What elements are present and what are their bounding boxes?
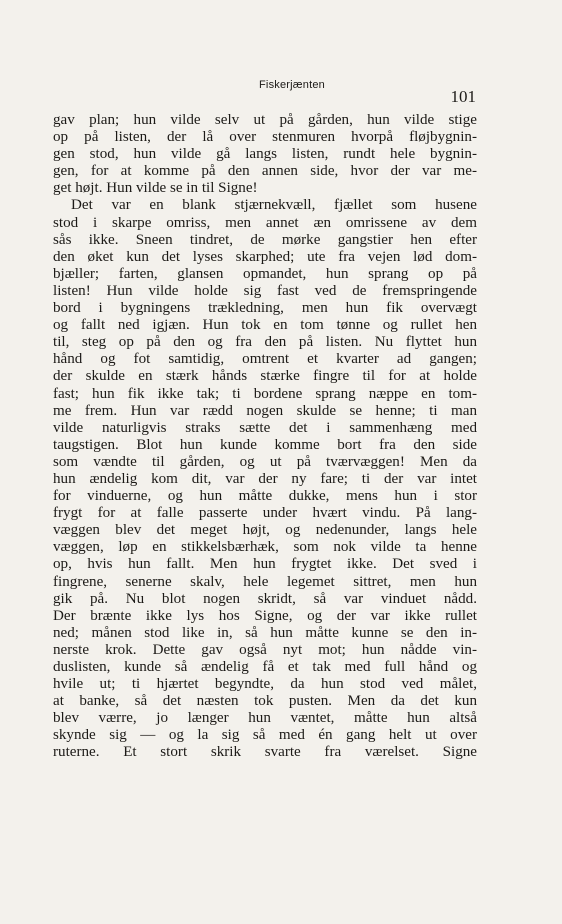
text-line: hånd og fot samtidig, omtrent et kvarter ad gangen;	[53, 351, 477, 368]
text-line: til, steg op på den og fra den på listen. Nu flyttet hun	[53, 334, 477, 351]
text-line: op, hvis hun fallt. Men hun frygtet ikke. Det sved i	[53, 556, 477, 573]
text-line: for vinduerne, og hun måtte dukke, mens hun i stor	[53, 488, 477, 505]
text-line: ruterne. Et stort skrik svarte fra værelset. Signe	[53, 744, 477, 761]
text-line: hvile ut; ti hjærtet begyndte, da hun stod ved målet,	[53, 676, 477, 693]
text-line: me frem. Hun var rædd nogen skulde se henne; ti man	[53, 402, 477, 419]
text-line: og fallt ned igjæn. Hun tok en tom tønne og rullet hen	[53, 317, 477, 334]
text-line: ned; månen stod like in, så hun måtte kunne se den in-	[53, 624, 477, 641]
text-line: hun ændelig kom dit, var der ny fare; ti der var intet	[53, 470, 477, 487]
text-line: gen, for at komme på den annen side, hvor der var me-	[53, 163, 477, 180]
text-line: get højt. Hun vilde se in til Signe!	[53, 180, 258, 197]
text-line: taugstigen. Blot hun kunde komme bort fra den side	[53, 436, 477, 453]
text-line: at banke, så det næsten tok pusten. Men da det kun	[53, 693, 477, 710]
text-line: som vændte til gården, og ut på tværvæggen! Men da	[53, 453, 477, 470]
text-line: sås ikke. Sneen tindret, de mørke gangstier hen efter	[53, 231, 477, 248]
text-line: væggen blev det meget højt, og nedenunder, langs hele	[53, 522, 477, 539]
page-number: 101	[450, 87, 476, 106]
running-title: Fiskerjænten	[259, 79, 325, 91]
text-line: den øket kun det lyses skarphed; ute fra vejen lød dom-	[53, 248, 477, 265]
text-line: der skulde en stærk hånds stærke fingre til for at holde	[53, 368, 477, 385]
text-line: gen stod, hun vilde gå langs listen, rundt hele bygnin-	[53, 146, 477, 163]
text-line: blev værre, jo længer hun væntet, måtte hun altså	[53, 710, 477, 727]
text-line: bjæller; farten, glansen opmandet, hun sprang op på	[53, 265, 477, 282]
text-line: listen! Hun vilde holde sig fast ved de fremspringende	[53, 282, 477, 299]
text-line: fast; hun fik ikke tak; ti bordene sprang næppe en tom-	[53, 385, 477, 402]
text-line: væggen, løp en stikkelsbærhæk, som nok vilde ta henne	[53, 539, 477, 556]
text-line: nerste krok. Dette gav også nyt mot; hun nådde vin-	[53, 641, 477, 658]
text-line: duslisten, kunde så ændelig få et tak med full hånd og	[53, 659, 477, 675]
text-line: gik på. Nu blot nogen skridt, så var vinduet nådd.	[53, 590, 477, 607]
text-line: frygt for at falle passerte under hvært vindu. På lang-	[53, 505, 477, 522]
text-line: Det var en blank stjærnekvæll, fjællet som husene	[71, 197, 477, 214]
text-line: stod i skarpe omriss, men annet æn omrissene av dem	[53, 214, 477, 231]
body-text	[53, 112, 477, 762]
text-line: bord i bygningens trækledning, men hun fik overvægt	[53, 300, 477, 317]
text-line: op på listen, der lå over stenmuren hvorpå fløjbygnin-	[53, 129, 477, 146]
text-line: vilde naturligvis straks sætte det i sammenhæng med	[53, 419, 477, 436]
text-line: skynde sig — og la sig så med én gang helt ut over	[53, 727, 477, 744]
text-line: fingrene, senerne skalv, hele legemet sittret, men hun	[53, 573, 477, 590]
text-line: Der brænte ikke lys hos Signe, og der var ikke rullet	[53, 607, 477, 624]
text-line: gav plan; hun vilde selv ut på gården, hun vilde stige	[53, 112, 477, 128]
